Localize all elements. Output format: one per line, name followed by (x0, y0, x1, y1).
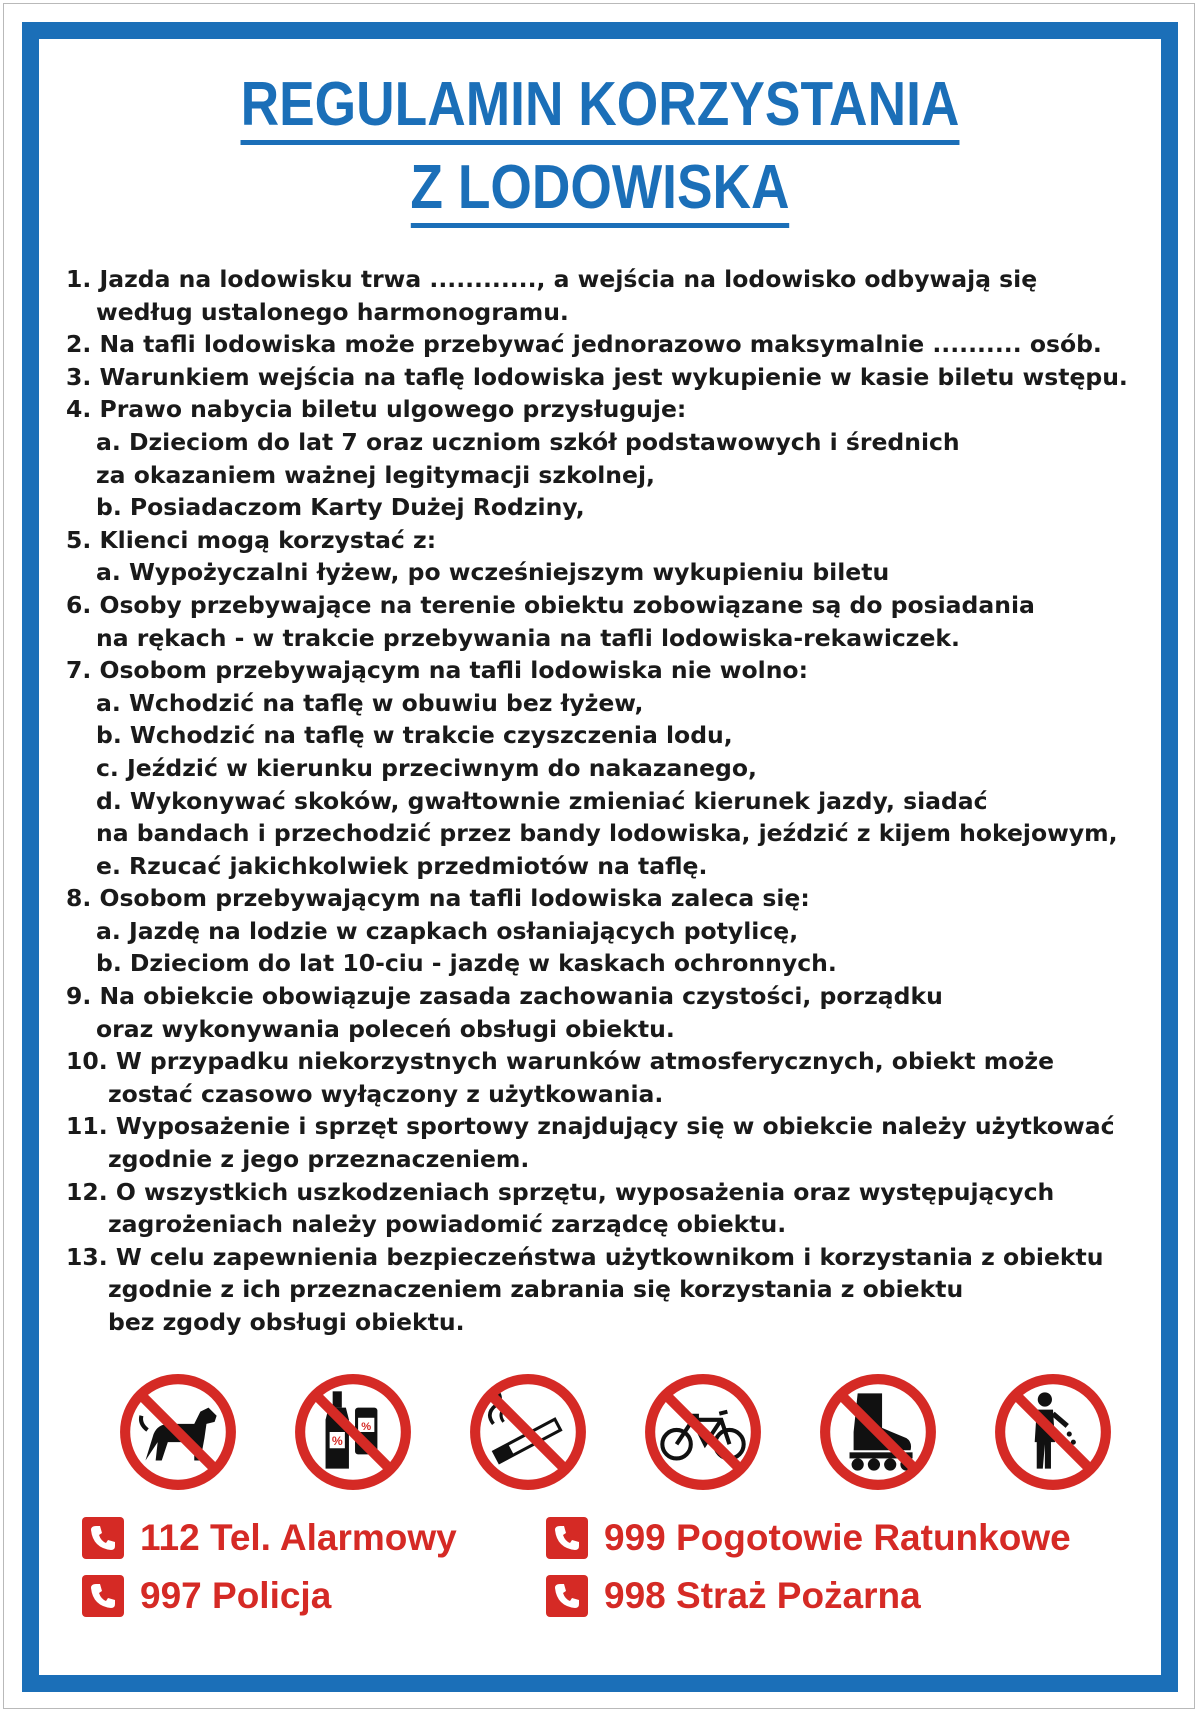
rule-subitem: b. Posiadaczom Karty Dużej Rodziny, (96, 493, 585, 522)
rule-text-continued: oraz wykonywania poleceń obsługi obiektu. (96, 1014, 675, 1043)
rule-number: 6. (66, 590, 92, 619)
no-smoking-icon (467, 1371, 589, 1493)
rule-item (66, 980, 1166, 1045)
rule-item (66, 1110, 1166, 1175)
rule-text-continued: na rękach - w trakcie przebywania na tafli lodowiska-rekawiczek. (96, 623, 960, 652)
rules-list (66, 263, 1166, 1339)
alcohol-percent-label: % (331, 1434, 343, 1449)
emergency-number-998 (546, 1573, 921, 1619)
phone-icon (546, 1517, 588, 1559)
emergency-number-text: 997 Policja (140, 1575, 332, 1616)
rule-item (66, 361, 1166, 394)
rule-item (66, 524, 1166, 589)
rule-item (66, 654, 1166, 882)
rule-text: Jazda na lodowisku trwa ............, a wejścia na lodowisko odbywają się (99, 265, 1038, 293)
rule-subitem: b. Wchodzić na taflę w trakcie czyszczenia lodu, (96, 721, 733, 750)
prohibition-signs-row (0, 1371, 1200, 1495)
rule-item (66, 589, 1166, 654)
rule-number: 13. (66, 1242, 108, 1271)
title-line-1: REGULAMIN KORZYSTANIA (241, 70, 960, 145)
rule-text-continued: zostać czasowo wyłączony z użytkowania. (108, 1079, 664, 1108)
rule-subitem: za okazaniem ważnej legitymacji szkolnej, (96, 460, 655, 489)
rule-item (66, 1241, 1166, 1339)
title-line-2: Z LODOWISKA (410, 153, 789, 228)
rule-number: 3. (66, 362, 92, 391)
rule-text: Osoby przebywające na terenie obiektu zobowiązane są do posiadania (99, 590, 1035, 619)
rule-subitem: a. Jazdę na lodzie w czapkach osłaniających potylicę, (96, 916, 799, 945)
rule-item (66, 393, 1166, 523)
rule-item (66, 882, 1166, 980)
rule-text: Osobom przebywającym na tafli lodowiska zaleca się: (99, 884, 810, 913)
rule-number: 11. (66, 1112, 108, 1141)
rule-number: 8. (66, 884, 92, 913)
rule-number: 5. (66, 525, 92, 554)
emergency-number-112 (82, 1515, 457, 1561)
phone-icon (82, 1575, 124, 1617)
no-littering-icon (992, 1371, 1114, 1493)
rule-subitem: b. Dzieciom do lat 10-ciu - jazdę w kaskach ochronnych. (96, 949, 837, 978)
phone-icon (82, 1517, 124, 1559)
can-percent-label: % (361, 1420, 372, 1433)
rule-text-continued: bez zgody obsługi obiektu. (108, 1308, 465, 1336)
rule-subitem: d. Wykonywać skoków, gwałtownie zmieniać kierunek jazdy, siadać (96, 786, 988, 815)
rule-number: 9. (66, 982, 92, 1011)
emergency-number-997 (82, 1573, 331, 1619)
rule-text: Osobom przebywającym na tafli lodowiska nie wolno: (99, 656, 808, 685)
rule-number: 10. (66, 1047, 108, 1076)
rule-subitem: a. Wchodzić na taflę w obuwiu bez łyżew, (96, 688, 644, 717)
rule-item (66, 263, 1166, 328)
rule-subitem: c. Jeździć w kierunku przeciwnym do nakazanego, (96, 753, 757, 782)
rule-text: Warunkiem wejścia na taflę lodowiska jest wykupienie w kasie biletu wstępu. (99, 362, 1128, 391)
rule-text: O wszystkich uszkodzeniach sprzętu, wyposażenia oraz występujących (115, 1177, 1055, 1206)
rule-text: W celu zapewnienia bezpieczeństwa użytkownikom i korzystania z obiektu (115, 1242, 1104, 1271)
rule-subitem: e. Rzucać jakichkolwiek przedmiotów na taflę. (96, 851, 708, 880)
rule-subitem: na bandach i przechodzić przez bandy lodowiska, jeździć z kijem hokejowym, (96, 819, 1118, 848)
rule-subitem: a. Dzieciom do lat 7 oraz uczniom szkół podstawowych i średnich (96, 427, 960, 456)
emergency-number-text: 998 Straż Pożarna (604, 1575, 921, 1616)
emergency-number-text: 999 Pogotowie Ratunkowe (604, 1517, 1071, 1558)
rule-text-continued: zgodnie z ich przeznaczeniem zabrania się korzystania z obiektu (108, 1275, 964, 1304)
page-title (84, 66, 1116, 232)
rule-number: 4. (66, 395, 92, 424)
no-rollerblades-icon (817, 1371, 939, 1493)
rule-item (66, 1176, 1166, 1241)
rule-text: W przypadku niekorzystnych warunków atmosferycznych, obiekt może (115, 1047, 1055, 1076)
rule-text: Prawo nabycia biletu ulgowego przysługuje: (99, 395, 687, 424)
phone-icon (546, 1575, 588, 1617)
rule-subitem: a. Wypożyczalni łyżew, po wcześniejszym wykupieniu biletu (96, 558, 890, 587)
emergency-numbers (0, 1515, 1200, 1625)
rule-item (66, 1045, 1166, 1110)
rule-text-continued: zgodnie z jego przeznaczeniem. (108, 1145, 530, 1174)
no-dogs-icon (117, 1371, 239, 1493)
emergency-number-text: 112 Tel. Alarmowy (140, 1517, 457, 1558)
rule-text: Na obiekcie obowiązuje zasada zachowania czystości, porządku (99, 982, 943, 1011)
rule-text: Klienci mogą korzystać z: (99, 525, 437, 554)
no-bicycles-icon (642, 1371, 764, 1493)
rule-number: 1. (66, 265, 92, 293)
rule-number: 2. (66, 330, 92, 359)
rule-text: Wyposażenie i sprzęt sportowy znajdujący się w obiekcie należy użytkować (115, 1112, 1115, 1141)
emergency-number-999 (546, 1515, 1071, 1561)
rule-text-continued: zagrożeniach należy powiadomić zarządcę obiektu. (108, 1210, 787, 1239)
no-alcohol-icon (292, 1371, 414, 1493)
rule-number: 12. (66, 1177, 108, 1206)
rule-text-continued: według ustalonego harmonogramu. (96, 297, 569, 326)
rule-item (66, 328, 1166, 361)
rule-number: 7. (66, 656, 92, 685)
rule-text: Na tafli lodowiska może przebywać jednorazowo maksymalnie .......... osób. (99, 330, 1102, 359)
